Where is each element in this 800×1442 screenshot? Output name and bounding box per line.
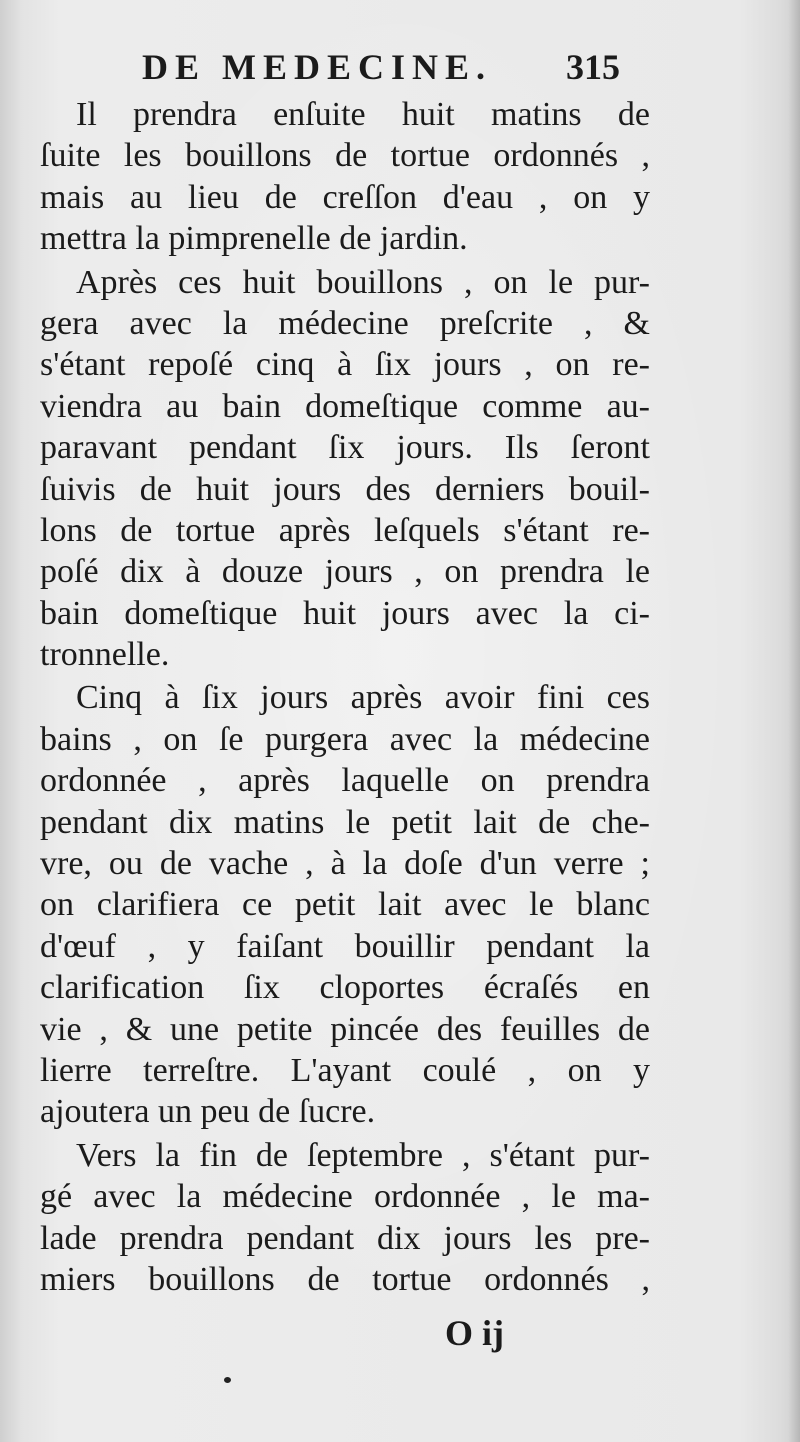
paragraph-1 bbox=[40, 94, 650, 260]
page-header bbox=[0, 46, 800, 98]
signature-mark: O ij bbox=[445, 1313, 504, 1353]
text-line: lierre terreſtre. L'ayant coulé , on y bbox=[40, 1051, 650, 1089]
text-line: s'étant repoſé cinq à ſix jours , on re- bbox=[40, 346, 650, 384]
body-text bbox=[40, 94, 650, 1300]
text-line: ſuite les bouillons de tortue ordonnés , bbox=[40, 137, 650, 175]
page-edge-shadow bbox=[788, 0, 800, 1442]
paragraph-2 bbox=[40, 262, 650, 676]
text-line: vie , & une petite pincée des feuilles de bbox=[40, 1010, 650, 1048]
paragraph-4 bbox=[40, 1135, 650, 1301]
text-line: mais au lieu de creſſon d'eau , on y bbox=[40, 178, 650, 216]
text-line: bains , on ſe purgera avec la médecine bbox=[40, 720, 650, 758]
text-line: miers bouillons de tortue ordonnés , bbox=[40, 1260, 650, 1298]
text-line: mettra la pimprenelle de jardin. bbox=[40, 220, 468, 258]
text-line: tronnelle. bbox=[40, 636, 170, 674]
text-line: ajoutera un peu de ſucre. bbox=[40, 1093, 376, 1131]
page-number: 315 bbox=[566, 47, 620, 87]
text-line: Après ces huit bouillons , on le pur- bbox=[76, 263, 650, 301]
text-line: lons de tortue après leſquels s'étant re- bbox=[40, 511, 650, 549]
text-line: Il prendra enſuite huit matins de bbox=[76, 96, 650, 133]
text-line: gera avec la médecine preſcrite , & bbox=[40, 304, 650, 342]
text-line: viendra au bain domeſtique comme au- bbox=[40, 387, 650, 425]
text-line: vre, ou de vache , à la doſe d'un verre ; bbox=[40, 845, 650, 883]
ink-speck bbox=[224, 1377, 231, 1383]
text-line: clarification ſix cloportes écraſés en bbox=[40, 969, 650, 1007]
text-line: Vers la fin de ſeptembre , s'étant pur- bbox=[76, 1136, 650, 1174]
text-line: gé avec la médecine ordonnée , le ma- bbox=[40, 1178, 650, 1216]
running-head: DE MEDECINE. bbox=[142, 47, 493, 87]
text-line: paravant pendant ſix jours. Ils ſeront bbox=[40, 429, 650, 467]
paragraph-3 bbox=[40, 677, 650, 1132]
text-line: pendant dix matins le petit lait de che- bbox=[40, 803, 650, 841]
text-line: on clarifiera ce petit lait avec le blanc bbox=[40, 886, 650, 924]
text-line: d'œuf , y faiſant bouillir pendant la bbox=[40, 927, 650, 965]
text-line: ſuivis de huit jours des derniers bouil- bbox=[40, 470, 650, 508]
text-line: lade prendra pendant dix jours les pre- bbox=[40, 1219, 650, 1257]
text-line: ordonnée , après laquelle on prendra bbox=[40, 762, 650, 800]
text-line: poſé dix à douze jours , on prendra le bbox=[40, 553, 650, 591]
text-line: bain domeſtique huit jours avec la ci- bbox=[40, 594, 650, 632]
text-line: Cinq à ſix jours après avoir fini ces bbox=[76, 679, 650, 717]
